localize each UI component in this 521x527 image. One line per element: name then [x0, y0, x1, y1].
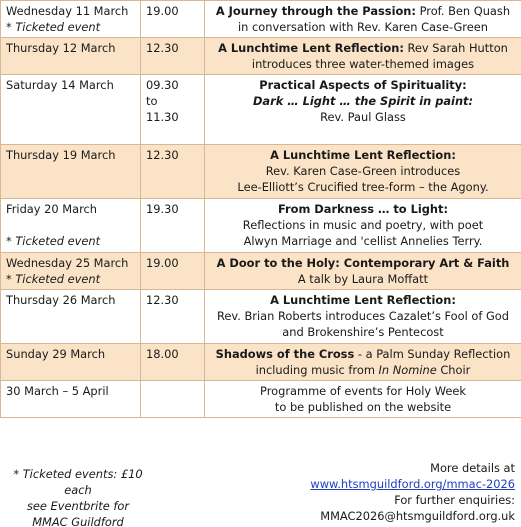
event-detail: including music from — [255, 363, 379, 377]
event-title-rest: Prof. Ben Quash — [415, 4, 511, 18]
table-row — [1, 344, 521, 381]
event-time: 19.00 — [146, 256, 179, 270]
event-date-cell — [1, 75, 141, 145]
event-time: 09.30 — [146, 78, 179, 92]
table-row — [1, 1, 521, 38]
event-title: A Lunchtime Lent Reflection: — [218, 41, 404, 55]
event-time-to: to — [146, 94, 158, 108]
event-date-cell — [1, 38, 141, 75]
enquiries-label: For further enquiries: — [394, 493, 515, 507]
event-detail: Lee-Elliott’s Crucified tree-form – the Agony. — [237, 180, 489, 194]
event-time-cell — [141, 1, 205, 38]
contact-info — [215, 460, 515, 524]
event-date: Sunday 29 March — [6, 347, 106, 361]
event-time-cell — [141, 75, 205, 145]
event-description — [205, 145, 521, 199]
organiser-line: MMAC Guildford — [32, 515, 124, 527]
table-row — [1, 145, 521, 199]
ticket-price-line: * Ticketed events: £10 each — [13, 467, 143, 497]
ticketed-note: * Ticketed event — [6, 234, 101, 248]
contact-email: MMAC2026@htsmguildford.org.uk — [320, 509, 515, 523]
event-title: A Door to the Holy: Contemporary Art & Faith — [216, 256, 510, 270]
event-date: Friday 20 March — [6, 202, 97, 216]
table-row — [1, 381, 521, 418]
event-title: A Lunchtime Lent Reflection: — [270, 148, 456, 162]
event-time: 18.00 — [146, 347, 179, 361]
ticket-price-note — [8, 466, 148, 527]
event-date: Wednesday 11 March — [6, 4, 129, 18]
event-date-cell — [1, 199, 141, 253]
table-row — [1, 253, 521, 290]
more-details-label: More details at — [430, 461, 515, 475]
website-link[interactable]: www.htsmguildford.org/mmac-2026 — [310, 477, 515, 491]
event-date: Thursday 12 March — [6, 41, 116, 55]
event-detail: introduces three water-themed images — [251, 57, 475, 71]
event-detail: Rev. Brian Roberts introduces Cazalet’s Fool of God — [216, 309, 510, 323]
event-title-rest: Rev Sarah Hutton — [403, 41, 508, 55]
event-title: Shadows of the Cross — [215, 347, 355, 361]
event-title: A Lunchtime Lent Reflection: — [270, 293, 456, 307]
event-description — [205, 199, 521, 253]
event-date-cell — [1, 344, 141, 381]
event-date-cell — [1, 253, 141, 290]
event-date: 30 March – 5 April — [6, 384, 109, 398]
event-date: Wednesday 25 March — [6, 256, 129, 270]
table-row — [1, 38, 521, 75]
event-time-cell — [141, 253, 205, 290]
table-row — [1, 199, 521, 253]
event-description — [205, 1, 521, 38]
event-detail: and Brokenshire’s Pentecost — [282, 325, 444, 339]
event-detail: to be published on the website — [274, 400, 452, 414]
footer — [0, 458, 521, 527]
event-time: 19.30 — [146, 202, 179, 216]
event-detail: A talk by Laura Moffatt — [297, 272, 429, 286]
table-row — [1, 75, 521, 145]
event-subtitle: Dark … Light … the Spirit in paint: — [252, 94, 474, 108]
event-title: From Darkness … to Light: — [277, 202, 449, 216]
event-date: Saturday 14 March — [6, 78, 114, 92]
event-description — [205, 381, 521, 418]
event-detail-end: Choir — [436, 363, 471, 377]
eventbrite-line: see Eventbrite for — [26, 499, 130, 513]
event-date: Thursday 26 March — [6, 293, 116, 307]
event-detail: Programme of events for Holy Week — [260, 384, 466, 398]
event-date: Thursday 19 March — [6, 148, 116, 162]
event-time-cell — [141, 381, 205, 418]
event-time-cell — [141, 290, 205, 344]
event-time: 12.30 — [146, 148, 179, 162]
event-time-cell — [141, 145, 205, 199]
event-date-cell — [1, 1, 141, 38]
event-title-rest: - a Palm Sunday Reflection — [354, 347, 511, 361]
event-detail: in conversation with Rev. Karen Case-Green — [238, 20, 488, 34]
event-description — [205, 75, 521, 145]
event-date-cell — [1, 145, 141, 199]
event-description — [205, 253, 521, 290]
event-time-end: 11.30 — [146, 110, 179, 124]
choir-name: In Nomine — [378, 363, 437, 377]
event-detail: Reflections in music and poetry, with poet — [242, 218, 484, 232]
event-description — [205, 290, 521, 344]
event-detail: Alwyn Marriage and 'cellist Annelies Terry. — [243, 234, 483, 248]
event-time: 12.30 — [146, 293, 179, 307]
event-time-cell — [141, 199, 205, 253]
event-time-cell — [141, 38, 205, 75]
ticketed-note: * Ticketed event — [6, 20, 101, 34]
event-description — [205, 38, 521, 75]
event-description — [205, 344, 521, 381]
event-detail: Rev. Karen Case-Green introduces — [265, 164, 461, 178]
event-time: 19.00 — [146, 4, 179, 18]
event-time-cell — [141, 344, 205, 381]
ticketed-note: * Ticketed event — [6, 272, 101, 286]
event-title: Practical Aspects of Spirituality: — [259, 78, 467, 92]
event-date-cell — [1, 290, 141, 344]
event-title: A Journey through the Passion: — [215, 4, 416, 18]
event-time: 12.30 — [146, 41, 179, 55]
event-detail: Rev. Paul Glass — [320, 110, 406, 124]
event-date-cell — [1, 381, 141, 418]
table-row — [1, 290, 521, 344]
